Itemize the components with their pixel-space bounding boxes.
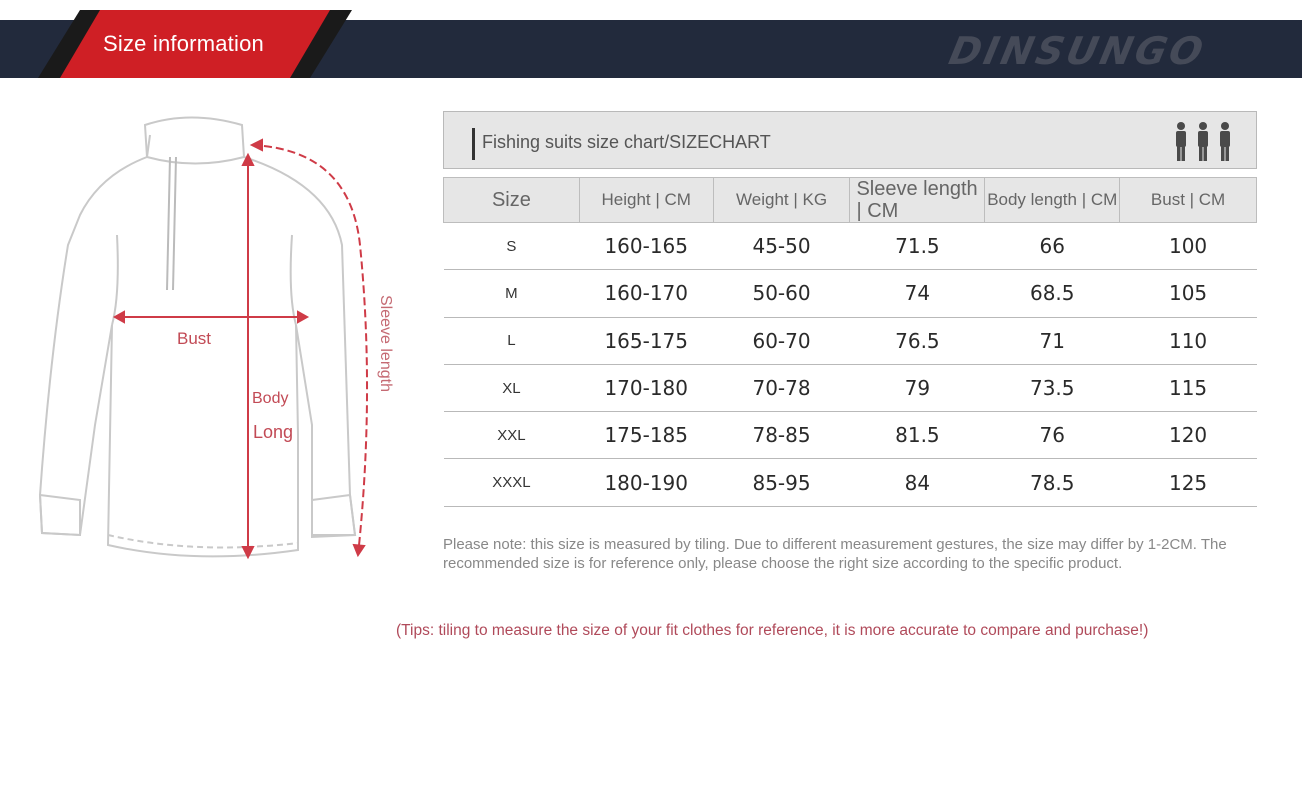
cell-bust: 125 (1120, 459, 1257, 506)
body-label: Body (252, 390, 289, 407)
cell-body-length: 78.5 (985, 459, 1120, 506)
cell-body-length: 71 (985, 317, 1120, 364)
header-weight: Weight | KG (713, 178, 850, 223)
cell-body-length: 66 (985, 223, 1120, 270)
header-size: Size (444, 178, 580, 223)
measurement-note: Please note: this size is measured by tiling. Due to different measurement gestures, the size may differ by 1-2CM. The recommended size is for reference only, please choose the right size according to the specific product. (443, 536, 1227, 572)
cell-bust: 105 (1120, 270, 1257, 317)
chart-title: Fishing suits size chart/SIZECHART (482, 132, 771, 152)
cell-weight: 60-70 (713, 317, 850, 364)
table-row (444, 364, 1257, 411)
brand-logo: DINSUNGO (945, 29, 1210, 73)
cell-sleeve: 79 (850, 364, 985, 411)
cell-bust: 110 (1120, 317, 1257, 364)
chart-title-bar (443, 111, 1257, 169)
cell-sleeve: 74 (850, 270, 985, 317)
table-row (444, 459, 1257, 506)
cell-weight: 50-60 (713, 270, 850, 317)
cell-size: S (444, 223, 580, 270)
tips-text: (Tips: tiling to measure the size of your fit clothes for reference, it is more accurate to compare and purchase!) (396, 622, 1149, 639)
cell-size: XXXL (444, 459, 580, 506)
cell-bust: 100 (1120, 223, 1257, 270)
cell-body-length: 73.5 (985, 364, 1120, 411)
cell-body-length: 76 (985, 412, 1120, 459)
cell-height: 165-175 (579, 317, 713, 364)
cell-weight: 70-78 (713, 364, 850, 411)
cell-height: 175-185 (579, 412, 713, 459)
cell-size: XL (444, 364, 580, 411)
table-row (444, 317, 1257, 364)
size-chart-table (443, 177, 1257, 507)
cell-sleeve: 76.5 (850, 317, 985, 364)
cell-weight: 85-95 (713, 459, 850, 506)
cell-body-length: 68.5 (985, 270, 1120, 317)
title-accent-bar (472, 128, 475, 160)
cell-size: XXL (444, 412, 580, 459)
header-sleeve-length: Sleeve length | CM (850, 178, 985, 223)
cell-sleeve: 81.5 (850, 412, 985, 459)
shirt-diagram (20, 95, 420, 585)
page-title: Size information (103, 31, 264, 56)
long-label: Long (253, 422, 294, 442)
cell-bust: 115 (1120, 364, 1257, 411)
table-row (444, 412, 1257, 459)
cell-sleeve: 71.5 (850, 223, 985, 270)
cell-size: M (444, 270, 580, 317)
sleeve-length-label: Sleeve length (377, 295, 394, 392)
people-icon (1171, 121, 1235, 163)
shirt-outline-illustration (20, 95, 420, 585)
table-row (444, 270, 1257, 317)
cell-weight: 45-50 (713, 223, 850, 270)
header-bust: Bust | CM (1120, 178, 1257, 223)
cell-height: 170-180 (579, 364, 713, 411)
cell-height: 180-190 (579, 459, 713, 506)
cell-height: 160-165 (579, 223, 713, 270)
table-header-row (444, 178, 1257, 223)
cell-size: L (444, 317, 580, 364)
table-row (444, 223, 1257, 270)
header-body-length: Body length | CM (985, 178, 1120, 223)
cell-height: 160-170 (579, 270, 713, 317)
bust-label: Bust (177, 329, 212, 348)
header-height: Height | CM (579, 178, 713, 223)
cell-sleeve: 84 (850, 459, 985, 506)
cell-bust: 120 (1120, 412, 1257, 459)
cell-weight: 78-85 (713, 412, 850, 459)
